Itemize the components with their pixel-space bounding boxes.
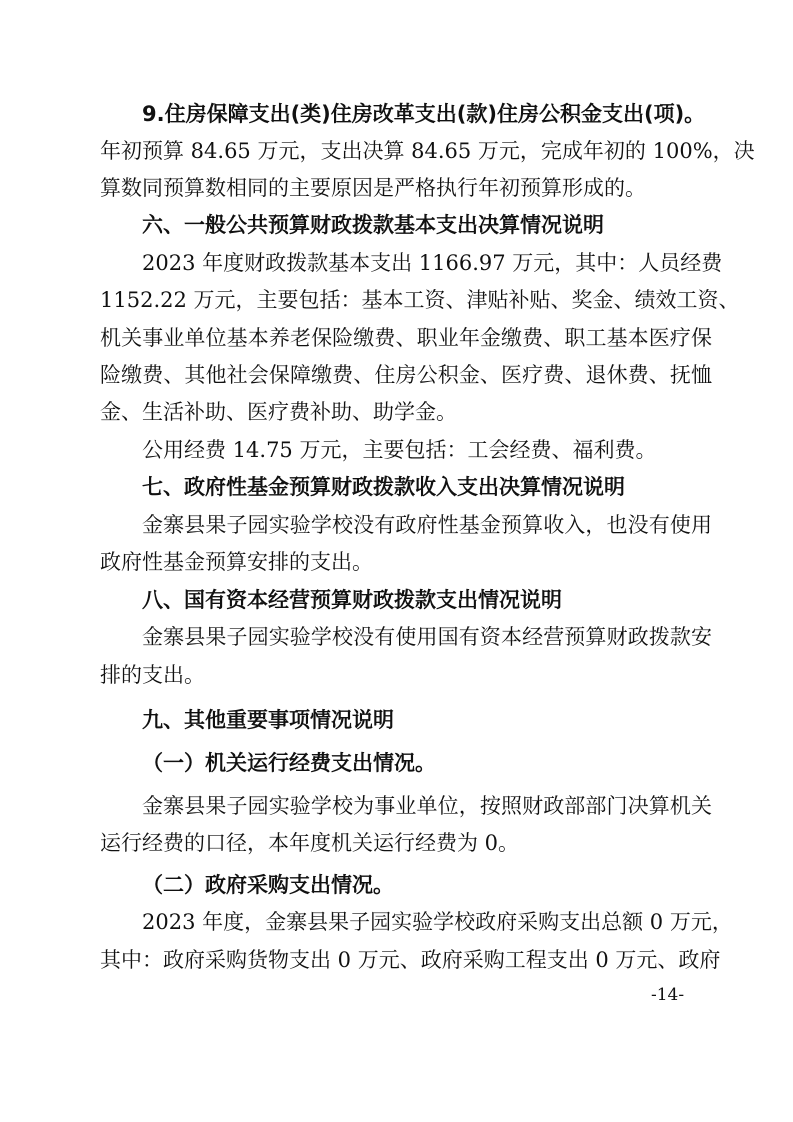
section-8-heading: 八、国有资本经营预算财政拨款支出情况说明 xyxy=(142,588,562,612)
paragraph-line: 年初预算 84.65 万元，支出决算 84.65 万元，完成年初的 100%，决 xyxy=(100,139,755,163)
page-number: -14- xyxy=(651,985,685,1005)
paragraph-line: 算数同预算数相同的主要原因是严格执行年初预算形成的。 xyxy=(100,176,646,200)
paragraph-line: 运行经费的口径，本年度机关运行经费为 0。 xyxy=(100,831,520,855)
section-7-heading: 七、政府性基金预算财政拨款收入支出决算情况说明 xyxy=(142,475,625,499)
paragraph-line: 公用经费 14.75 万元，主要包括：工会经费、福利费。 xyxy=(142,438,657,462)
section-6-heading: 六、一般公共预算财政拨款基本支出决算情况说明 xyxy=(142,213,604,237)
paragraph-line: 险缴费、其他社会保障缴费、住房公积金、医疗费、退休费、抚恤 xyxy=(100,363,712,387)
paragraph-line: 金寨县果子园实验学校没有使用国有资本经营预算财政拨款安 xyxy=(142,625,712,649)
paragraph-line: 机关事业单位基本养老保险缴费、职业年金缴费、职工基本医疗保 xyxy=(100,326,712,350)
item-9-heading: 9.住房保障支出(类)住房改革支出(款)住房公积金支出(项)。 xyxy=(142,102,706,126)
paragraph-line: 金、生活补助、医疗费补助、助学金。 xyxy=(100,400,457,424)
subsection-2-heading: （二）政府采购支出情况。 xyxy=(142,873,394,897)
paragraph-line: 金寨县果子园实验学校为事业单位，按照财政部部门决算机关 xyxy=(142,794,712,818)
paragraph-line: 政府性基金预算安排的支出。 xyxy=(100,550,373,574)
paragraph-line: 2023 年度，金寨县果子园实验学校政府采购支出总额 0 万元， xyxy=(142,910,733,934)
paragraph-line: 2023 年度财政拨款基本支出 1166.97 万元，其中：人员经费 xyxy=(142,251,723,275)
paragraph-line: 金寨县果子园实验学校没有政府性基金预算收入，也没有使用 xyxy=(142,513,712,537)
paragraph-line: 1152.22 万元，主要包括：基本工资、津贴补贴、奖金、绩效工资、 xyxy=(100,288,740,312)
section-9-heading: 九、其他重要事项情况说明 xyxy=(142,708,394,732)
paragraph-line: 排的支出。 xyxy=(100,663,205,687)
subsection-1-heading: （一）机关运行经费支出情况。 xyxy=(142,751,436,775)
paragraph-line: 其中：政府采购货物支出 0 万元、政府采购工程支出 0 万元、政府 xyxy=(100,948,721,972)
